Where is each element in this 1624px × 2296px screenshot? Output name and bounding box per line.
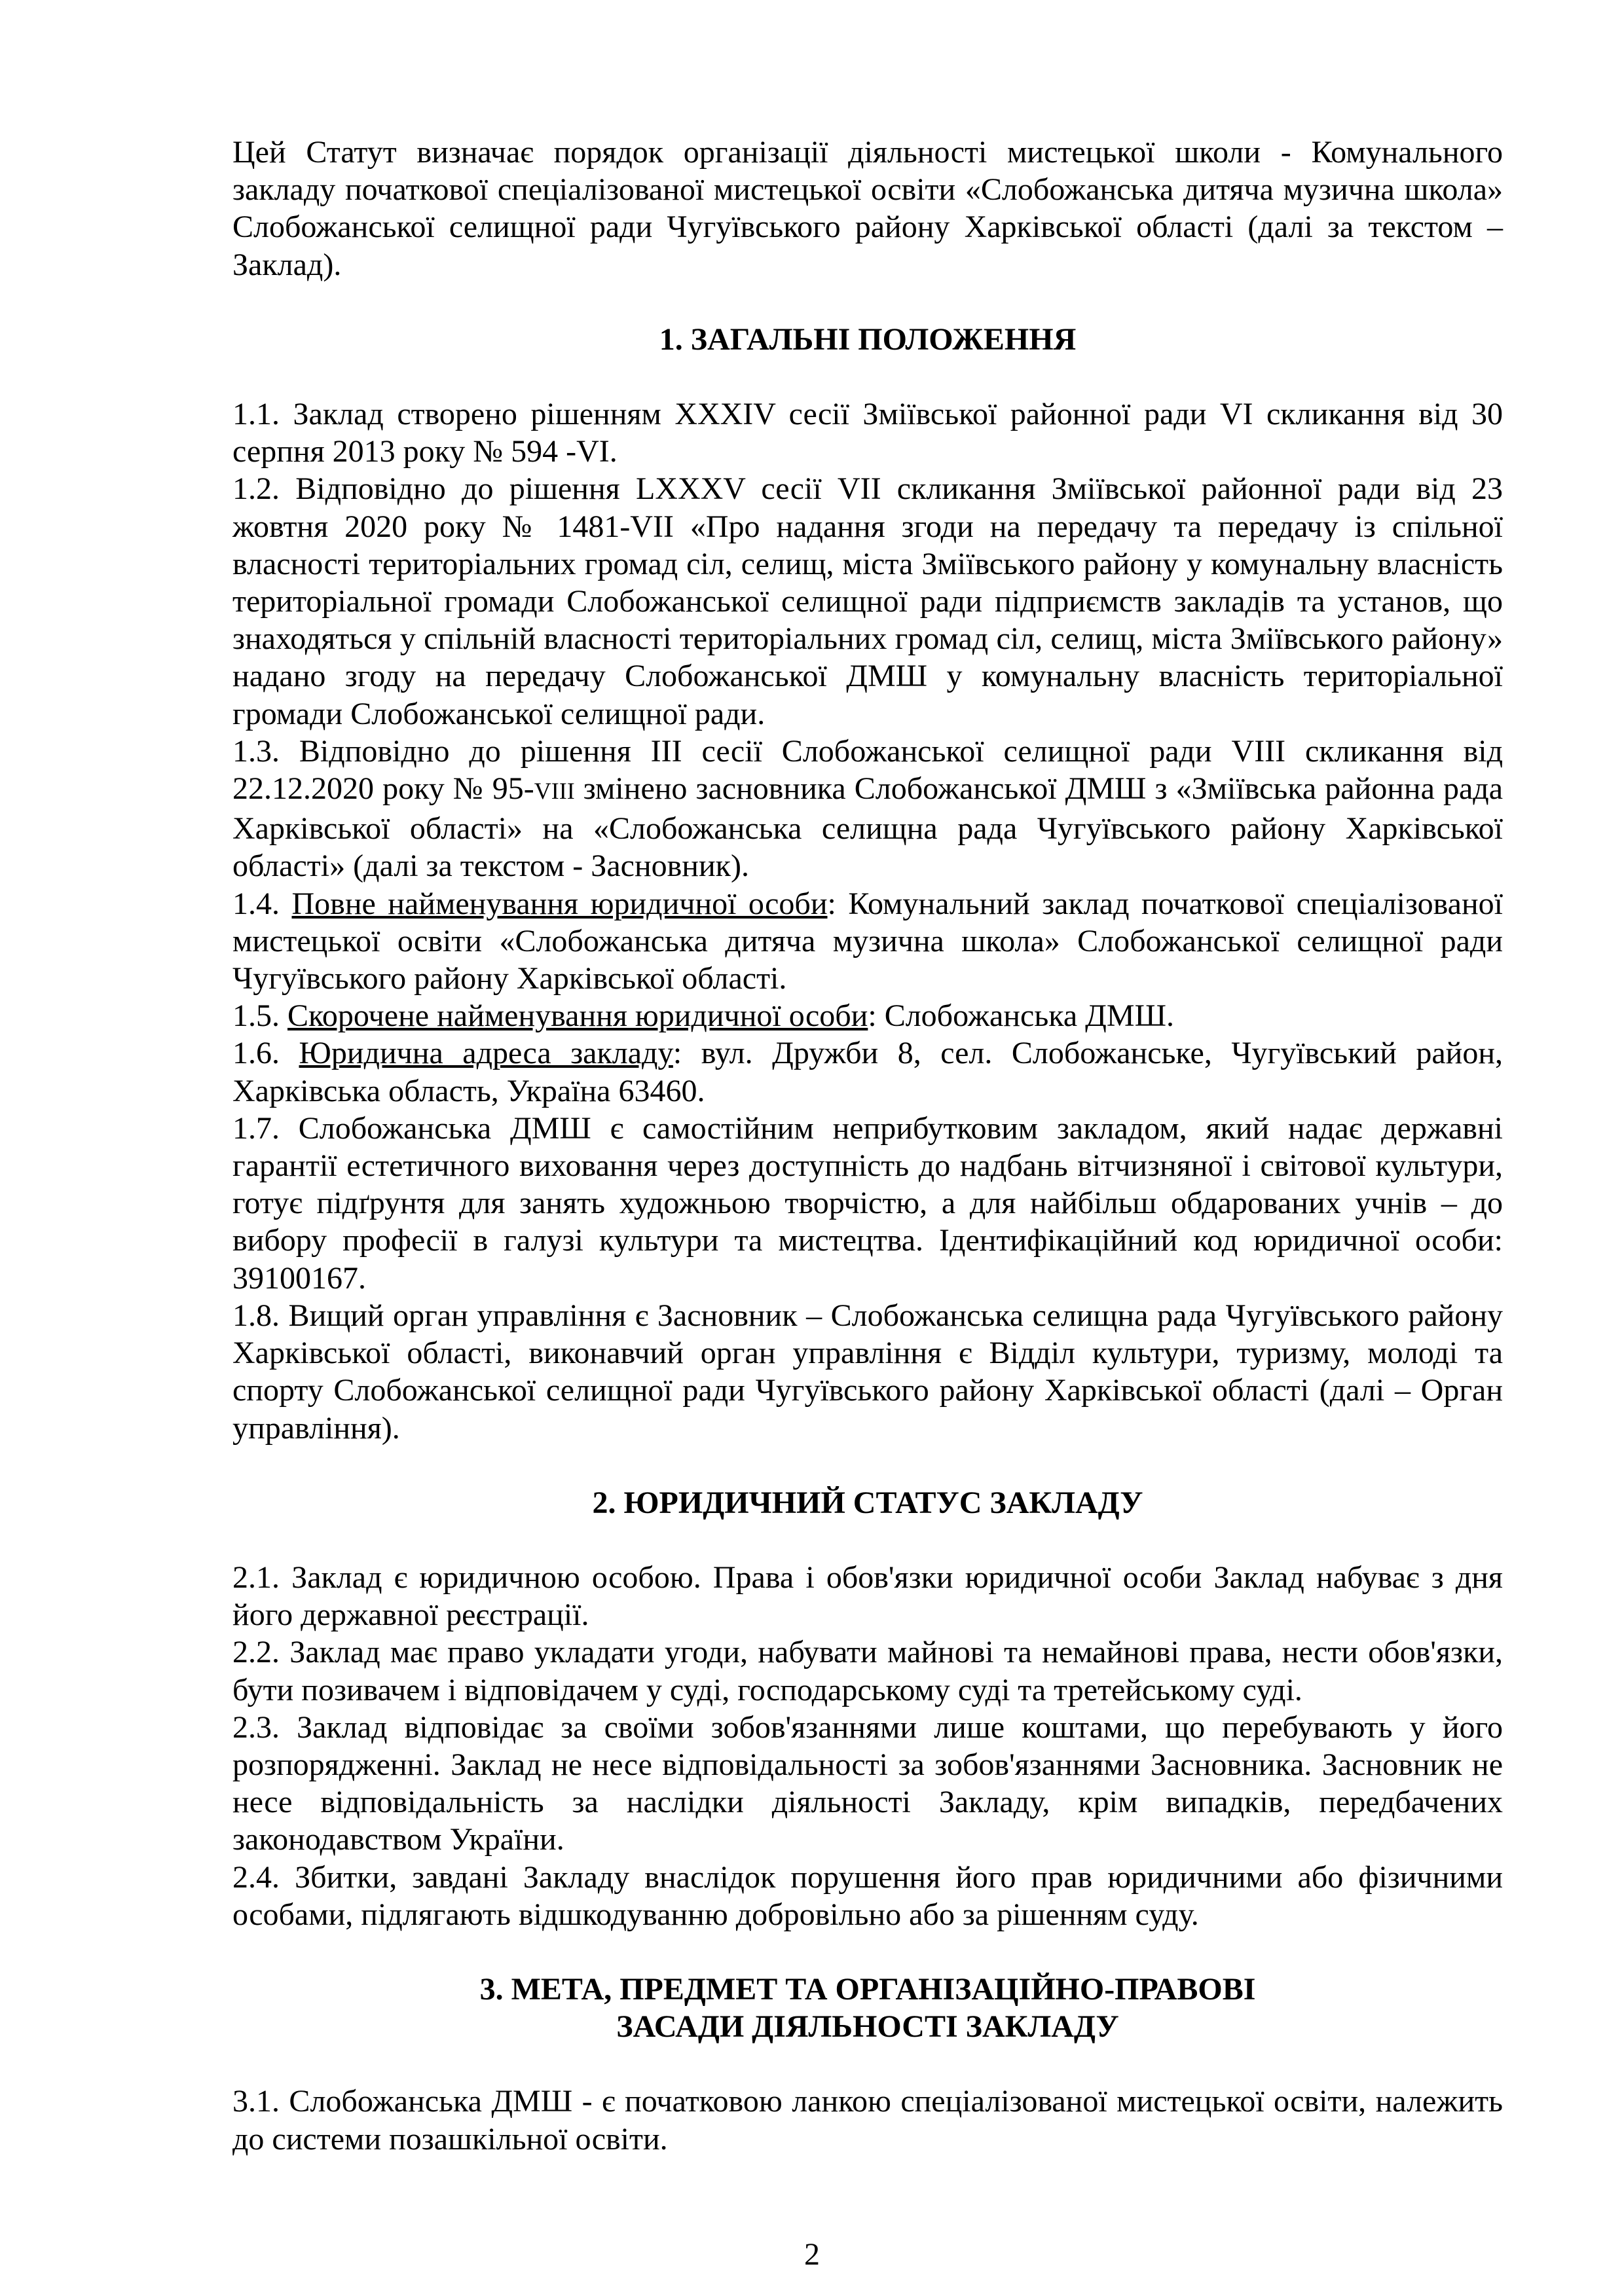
- clause-1-5-rest: : Слобожанська ДМШ.: [868, 998, 1174, 1034]
- clause-1-3-text-a: 1.3. Відповідно до рішення III сесії Слобожанської селищної ради VIII скликання від 22.12.2020 року № 95-: [232, 733, 1503, 807]
- clause-3-1: 3.1. Слобожанська ДМШ - є початковою ланкою спеціалізованої мистецької освіти, належить до системи позашкільної освіти.: [232, 2084, 1503, 2157]
- clause-2-3: 2.3. Заклад відповідає за своїми зобов'язаннями лише коштами, що перебувають у його розпорядженні. Заклад не несе відповідальності за зобов'язаннями Засновника. Засновник не несе відповідальність за наслідки діяльності Закладу, крім випадків, передбачених законодавством України.: [232, 1709, 1503, 1857]
- clause-1-6-number: 1.6.: [232, 1036, 299, 1071]
- clause-2-1: 2.1. Заклад є юридичною особою. Права і обов'язки юридичної особи Заклад набуває з дня його державної реєстрації.: [232, 1559, 1503, 1633]
- clause-2-4: 2.4. Збитки, завдані Закладу внаслідок порушення його прав юридичними або фізичними особами, підлягають відшкодуванню добровільно або за рішенням суду.: [232, 1859, 1503, 1932]
- section-2-heading: 2. ЮРИДИЧНИЙ СТАТУС ЗАКЛАДУ: [592, 1485, 1143, 1520]
- clause-1-3-smallcaps: VIII: [534, 778, 575, 805]
- clause-1-1: 1.1. Заклад створено рішенням XXXIV сесії Зміївської районної ради VI скликання від 30 серпня 2013 року № 594 -VI.: [232, 397, 1503, 469]
- clause-1-5-number: 1.5.: [232, 998, 287, 1034]
- clause-1-5-underlined: Скорочене найменування юридичної особи: [287, 998, 868, 1034]
- page-number: 2: [804, 2237, 820, 2272]
- clause-1-6-rest: : вул. Дружби 8, сел. Слобожанське, Чугуївський район, Харківська область, Україна 63460.: [232, 1036, 1504, 1108]
- section-3-heading-line-1: 3. МЕТА, ПРЕДМЕТ ТА ОРГАНІЗАЦІЙНО-ПРАВОВІ: [479, 1971, 1256, 2007]
- clause-1-6-underlined: Юридична адреса закладу: [299, 1036, 673, 1071]
- clause-1-5: [232, 997, 1503, 1034]
- clause-1-4-rest: : Комунальний заклад початкової спеціалізованої мистецької освіти «Слобожанська дитяча музична школа» Слобожанської селищної ради Чугуївського району Харківської області.: [232, 886, 1503, 996]
- clause-1-4-underlined: Повне найменування юридичної особи: [291, 886, 828, 921]
- clause-2-2: 2.2. Заклад має право укладати угоди, набувати майнові та немайнові права, нести обов'язки, бути позивачем і відповідачем у суді, господарському суді та третейському суді.: [232, 1635, 1503, 1707]
- section-1-heading: 1. ЗАГАЛЬНІ ПОЛОЖЕННЯ: [659, 321, 1077, 357]
- clause-1-3: [232, 733, 1503, 885]
- section-3-heading-line-2: ЗАСАДИ ДІЯЛЬНОСТІ ЗАКЛАДУ: [616, 2009, 1119, 2045]
- intro-paragraph: Цей Статут визначає порядок організації діяльності мистецької школи - Комунального закладу початкової спеціалізованої мистецької освіти «Слобожанська дитяча музична школа» Слобожанської селищної ради Чугуївського району Харківської області (далі за текстом – Заклад).: [232, 135, 1503, 282]
- clause-1-7: 1.7. Слобожанська ДМШ є самостійним неприбутковим закладом, який надає державні гарантії естетичного виховання через доступність до надбань вітчизняної і світової культури, готує підґрунтя для занять художньою творчістю, а для найбільш обдарованих учнів – до вибору професії в галузі культури та мистецтва. Ідентифікаційний код юридичної особи: 39100167.: [232, 1110, 1503, 1296]
- clause-1-4-number: 1.4.: [232, 886, 292, 921]
- document-page: [232, 134, 1503, 2268]
- clause-1-2: 1.2. Відповідно до рішення LXXXV сесії VII скликання Зміївської районної ради від 23 жовтня 2020 року № 1481-VII «Про надання згоди на передачу та передачу із спільної власності територіальних громад сіл, селищ, міста Зміївського району у комунальну власність територіальної громади Слобожанської селищної ради підприємств закладів та установ, що знаходяться у спільній власності територіальних громад сіл, селищ, міста Зміївського району» надано згоду на передачу Слобожанської ДМШ у комунальну власність територіальної громади Слобожанської селищної ради.: [232, 471, 1503, 731]
- clause-1-6: [232, 1034, 1503, 1109]
- clause-1-8: 1.8. Вищий орган управління є Засновник – Слобожанська селищна рада Чугуївського району Харківської області, виконавчий орган управління є Відділ культури, туризму, молоді та спорту Слобожанської селищної ради Чугуївського району Харківської області (далі – Орган управління).: [232, 1298, 1503, 1446]
- clause-1-3-text-b: змінено засновника Слобожанської ДМШ з «Зміївська районна рада Харківської області» на «Слобожанська селищна рада Чугуївського району Харківської області» (далі за текстом - Засновник).: [232, 771, 1503, 884]
- section-3-heading: [232, 1971, 1503, 2045]
- clause-1-4: [232, 885, 1503, 998]
